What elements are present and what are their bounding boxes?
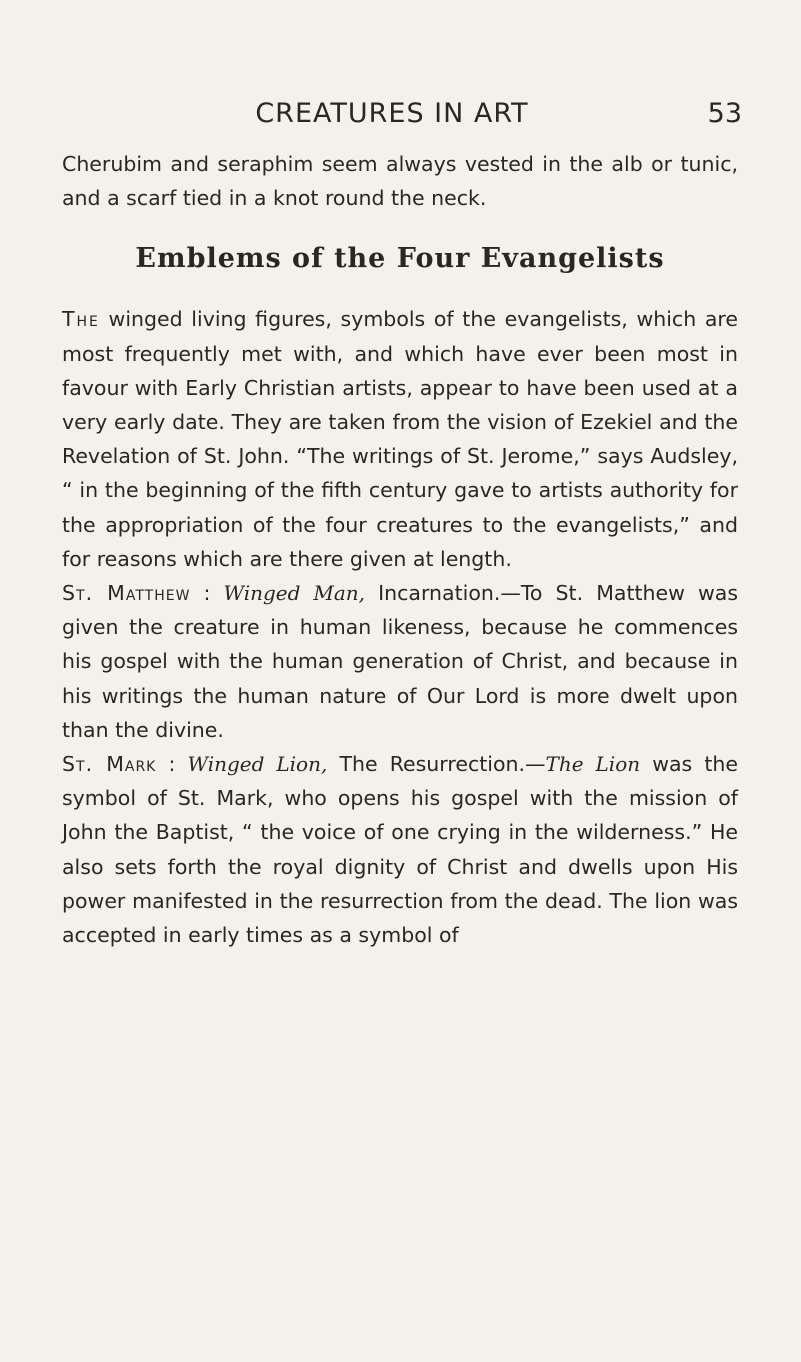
- paragraph-text: The Resurrection.—: [327, 752, 546, 777]
- paragraph-text: Incarnation.—To St. Matthew was given the creature in human likeness, because he commences his gospel with the human generation of Christ, and because in his writings the human nature of Our Lord is more dwelt upon than the divine.: [62, 581, 738, 742]
- paragraph-text: was the symbol of St. Mark, who opens his gospel with the mission of John the Baptist, “ the voice of one crying in the wilderness.” He also sets forth the royal dignity of Christ and dwells upon His power manifested in the resurrection from the dead. The lion was accepted in early times as a symbol of: [62, 752, 738, 948]
- emblem-name: Winged Man,: [223, 581, 366, 606]
- paragraph-st-mark: [62, 747, 738, 952]
- saint-name: St. Matthew: [62, 581, 191, 606]
- lead-word: The: [62, 307, 100, 332]
- running-head: [62, 98, 742, 138]
- paragraph-cherubim: Cherubim and seraphim seem always vested in the alb or tunic, and a scarf tied in a knot round the neck.: [62, 152, 738, 211]
- paragraph-text: winged living figures, symbols of the evangelists, which are most frequently met with, and which have ever been most in favour with Early Christian artists, appear to have been used at a very early date. They are taken from the vision of Ezekiel and the Revelation of St. John. “The writings of St. Jerome,” says Audsley, “ in the beginning of the fifth century gave to artists authority for the appropriation of the four creatures to the evangelists,” and for reasons which are there given at length.: [62, 307, 738, 571]
- paragraph-st-matthew: [62, 576, 738, 747]
- saint-name: St. Mark: [62, 752, 157, 777]
- section-heading: Emblems of the Four Evangelists: [135, 243, 665, 275]
- page-number: 53: [707, 98, 742, 129]
- emblem-name-lion: The Lion: [545, 752, 641, 777]
- running-title: CREATURES IN ART: [255, 98, 529, 129]
- paragraph-winged-figures: [62, 302, 738, 576]
- separator: :: [190, 581, 224, 606]
- emblem-name: Winged Lion,: [187, 752, 328, 777]
- body-text: [62, 147, 738, 952]
- separator: :: [156, 752, 188, 777]
